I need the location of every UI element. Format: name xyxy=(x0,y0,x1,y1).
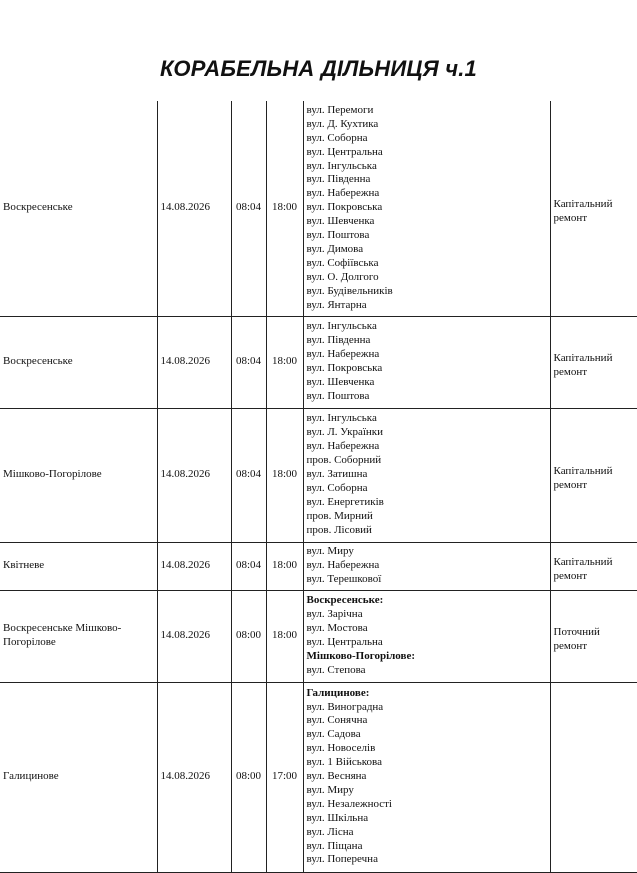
repair-type-label: Поточний ремонт xyxy=(553,626,600,652)
end-time-cell: 18:00 xyxy=(266,542,303,590)
street-item: вул. Набережна xyxy=(306,187,380,200)
street-item: вул. Терешкової xyxy=(306,572,382,585)
street-item: вул. Д. Кухтика xyxy=(306,117,379,130)
street-item: вул. Піщана xyxy=(306,839,363,852)
street-item: вул. Будівельників xyxy=(306,284,393,297)
street-item: вул. Інгульська xyxy=(306,412,377,425)
street-item: вул. Димова xyxy=(306,243,364,256)
street-item: вул. Південна xyxy=(306,334,371,347)
table-row xyxy=(0,542,637,590)
start-time-cell: 08:04 xyxy=(231,101,266,316)
end-time-cell: 18:00 xyxy=(266,590,303,682)
street-item: вул. Центральна xyxy=(306,145,383,158)
repair-type-label: Капітальний ремонт xyxy=(553,556,613,582)
street-item: вул. Миру xyxy=(306,545,354,558)
street-item: вул. Інгульська xyxy=(306,320,377,333)
street-item: вул. Південна xyxy=(306,173,371,186)
repair-type-label: Капітальний ремонт xyxy=(553,198,613,225)
start-time-cell: 08:00 xyxy=(231,590,266,682)
repair-type-cell xyxy=(550,682,637,872)
streets-cell xyxy=(303,590,550,682)
street-item: вул. Сонячна xyxy=(306,714,368,727)
date-cell: 14.08.2026 xyxy=(157,408,231,542)
street-item: вул. Затишна xyxy=(306,468,368,481)
street-item: пров. Лісовий xyxy=(306,523,372,536)
street-item: вул. Набережна xyxy=(306,348,380,361)
street-item: вул. Покровська xyxy=(306,201,383,214)
street-item: вул. Л. Українки xyxy=(306,426,384,439)
street-item: вул. Виноградна xyxy=(306,700,384,713)
street-item: вул. Шевченка xyxy=(306,375,375,388)
street-item: вул. Весняна xyxy=(306,770,367,783)
repair-type-cell xyxy=(550,101,637,316)
start-time-cell: 08:04 xyxy=(231,408,266,542)
street-item: вул. Поперечна xyxy=(306,853,378,866)
street-item: вул. Шевченка xyxy=(306,215,375,228)
date-cell: 14.08.2026 xyxy=(157,542,231,590)
street-item: вул. Перемоги xyxy=(306,103,374,116)
street-item: вул. Шкільна xyxy=(306,811,369,824)
street-item: вул. Зарічна xyxy=(306,608,363,621)
street-item: вул. Поштова xyxy=(306,389,370,402)
street-item: вул. Соборна xyxy=(306,131,368,144)
repair-type-label xyxy=(554,773,635,781)
settlement-cell: Воскресенське xyxy=(0,101,157,316)
date-cell: 14.08.2026 xyxy=(157,682,231,872)
street-item: вул. Соборна xyxy=(306,481,368,494)
end-time-cell: 18:00 xyxy=(266,316,303,408)
repair-type-cell xyxy=(550,590,637,682)
street-item: вул. О. Долгого xyxy=(306,270,379,283)
streets-cell xyxy=(303,316,550,408)
street-item: вул. Степова xyxy=(306,663,366,676)
settlement-cell: Галицинове xyxy=(0,682,157,872)
street-item: пров. Соборний xyxy=(306,454,382,467)
end-time-cell: 17:00 xyxy=(266,682,303,872)
page-title: КОРАБЕЛЬНА ДІЛЬНИЦЯ ч.1 xyxy=(160,56,477,81)
repair-type-cell xyxy=(550,408,637,542)
repair-type-cell xyxy=(550,316,637,408)
start-time-cell: 08:04 xyxy=(231,542,266,590)
street-item: пров. Мирний xyxy=(306,509,373,522)
date-cell: 14.08.2026 xyxy=(157,590,231,682)
outage-schedule-table xyxy=(0,101,637,873)
settlement-cell: Воскресенське Мішково-Погорілове xyxy=(0,590,157,682)
street-item: вул. Покровська xyxy=(306,362,383,374)
street-item: вул. Інгульська xyxy=(306,159,377,172)
table-row xyxy=(0,316,637,408)
street-item: вул. Центральна xyxy=(306,636,383,648)
repair-type-cell xyxy=(550,542,637,590)
street-item: вул. Мостова xyxy=(306,622,368,635)
table-row xyxy=(0,590,637,682)
end-time-cell: 18:00 xyxy=(266,408,303,542)
start-time-cell: 08:04 xyxy=(231,316,266,408)
settlement-cell: Квітневе xyxy=(0,542,157,590)
start-time-cell: 08:00 xyxy=(231,682,266,872)
settlement-heading: Воскресенське: xyxy=(306,594,384,607)
repair-type-label: Капітальний ремонт xyxy=(553,352,613,378)
streets-cell xyxy=(303,101,550,316)
table-row xyxy=(0,101,637,316)
settlement-heading: Галицинове: xyxy=(306,686,370,699)
end-time-cell: 18:00 xyxy=(266,101,303,316)
table-row xyxy=(0,408,637,542)
street-item: вул. Янтарна xyxy=(306,298,367,311)
street-item: вул. Поштова xyxy=(306,229,370,242)
street-item: вул. Лісна xyxy=(306,825,354,838)
street-item: вул. Набережна xyxy=(306,559,380,572)
settlement-heading: Мішково-Погорілове: xyxy=(306,649,416,662)
streets-cell xyxy=(303,408,550,542)
streets-cell xyxy=(303,542,550,590)
street-item: вул. Набережна xyxy=(306,440,380,453)
street-item: вул. Садова xyxy=(306,728,361,741)
streets-cell xyxy=(303,682,550,872)
street-item: вул. Миру xyxy=(306,783,354,796)
settlement-cell: Мішково-Погорілове xyxy=(0,408,157,542)
street-item: вул. 1 Військова xyxy=(306,756,382,769)
date-cell: 14.08.2026 xyxy=(157,316,231,408)
repair-type-label: Капітальний ремонт xyxy=(553,465,613,491)
date-cell: 14.08.2026 xyxy=(157,101,231,316)
street-item: вул. Новоселів xyxy=(306,742,376,755)
street-item: вул. Незалежності xyxy=(306,797,392,810)
table-row xyxy=(0,682,637,872)
settlement-cell: Воскресенське xyxy=(0,316,157,408)
street-item: вул. Енергетиків xyxy=(306,495,384,508)
street-item: вул. Софіївська xyxy=(306,256,379,269)
